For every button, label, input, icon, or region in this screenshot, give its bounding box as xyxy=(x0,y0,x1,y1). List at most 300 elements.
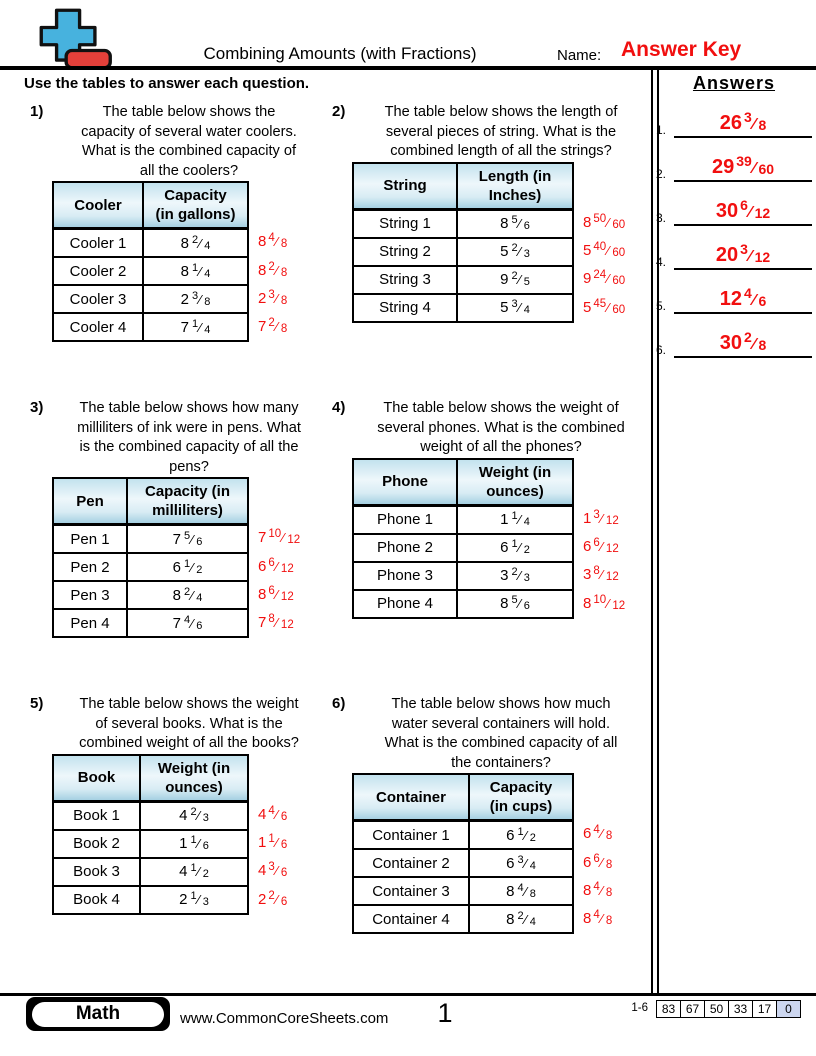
worked-answer xyxy=(258,886,287,914)
fraction-denominator: 4 xyxy=(204,267,211,280)
answer-value xyxy=(715,241,771,266)
fraction-slash: ⁄ xyxy=(518,512,521,527)
answer-line xyxy=(674,153,812,182)
row-label: Pen 4 xyxy=(53,609,127,637)
fraction-denominator: 6 xyxy=(280,839,288,852)
fraction-slash: ⁄ xyxy=(518,300,521,315)
row-value xyxy=(457,238,573,266)
fraction-slash: ⁄ xyxy=(199,235,202,251)
fraction-denominator: 8 xyxy=(280,294,288,307)
fraction-denominator: 6 xyxy=(196,535,203,548)
fraction-denominator: 12 xyxy=(754,205,771,221)
score-row xyxy=(656,1000,801,1018)
fraction-slash: ⁄ xyxy=(197,808,200,823)
column-header: Capacity (in cups) xyxy=(469,774,573,821)
answer-value xyxy=(719,329,767,354)
row-value xyxy=(457,294,573,322)
table-row xyxy=(53,801,248,830)
question-line: pens? xyxy=(169,458,209,475)
question-line: What is the combined capacity of all xyxy=(384,735,618,751)
fraction-denominator: 2 xyxy=(196,563,203,576)
question-line: The table below shows the xyxy=(102,104,276,120)
worked-answer xyxy=(583,820,612,848)
fraction-denominator: 6 xyxy=(280,895,288,908)
fraction-numerator: 3 xyxy=(740,241,748,257)
problem-question xyxy=(62,695,316,754)
fraction-slash: ⁄ xyxy=(607,243,610,259)
question-line: What is the combined capacity of xyxy=(81,143,297,159)
fraction-numerator: 6 xyxy=(593,852,600,865)
fraction-whole: 7 xyxy=(258,318,267,336)
data-table xyxy=(352,162,574,323)
fraction-numerator: 4 xyxy=(517,881,524,894)
fraction-slash: ⁄ xyxy=(191,559,194,575)
problem-question xyxy=(358,103,644,162)
fraction-slash: ⁄ xyxy=(197,892,200,907)
problem-question xyxy=(358,399,644,458)
fraction-numerator: 50 xyxy=(593,212,607,225)
fraction-numerator: 2 xyxy=(511,270,518,282)
fraction-slash: ⁄ xyxy=(600,911,603,927)
row-label: Cooler 4 xyxy=(53,313,143,341)
fraction-numerator: 45 xyxy=(593,297,607,310)
fraction-whole: 6 xyxy=(258,557,267,575)
row-value xyxy=(140,886,248,914)
row-label: Pen 1 xyxy=(53,525,127,554)
row-label: Book 2 xyxy=(53,830,140,858)
fraction-whole: 2 xyxy=(258,890,267,908)
table-row xyxy=(353,590,573,618)
table-row xyxy=(353,209,573,238)
fraction-numerator: 5 xyxy=(511,214,518,226)
table-row xyxy=(53,525,248,554)
fraction xyxy=(179,807,209,824)
question-line: The table below shows the weight of xyxy=(383,400,619,416)
fraction-whole: 1 xyxy=(258,834,267,852)
score-box: 17 xyxy=(752,1000,777,1018)
fraction xyxy=(181,319,211,336)
fraction-whole: 1 xyxy=(179,835,188,852)
fraction-slash: ⁄ xyxy=(600,882,603,898)
fraction-numerator: 3 xyxy=(511,298,518,310)
row-label: Phone 4 xyxy=(353,590,457,618)
fraction-whole: 30 xyxy=(719,332,742,354)
fraction-slash: ⁄ xyxy=(600,567,603,583)
fraction-whole: 7 xyxy=(258,529,267,547)
answer-item xyxy=(656,270,812,314)
worked-answer xyxy=(583,905,612,933)
fraction xyxy=(583,566,619,584)
fraction-denominator: 8 xyxy=(280,323,288,336)
fraction-slash: ⁄ xyxy=(607,299,610,315)
answer-number: 4. xyxy=(656,255,667,269)
table-row xyxy=(353,562,573,590)
row-value xyxy=(469,821,573,850)
row-label: Phone 2 xyxy=(353,534,457,562)
fraction-slash: ⁄ xyxy=(518,244,521,259)
row-label: Cooler 1 xyxy=(53,229,143,258)
worked-answer xyxy=(583,848,612,876)
page-title: Combining Amounts (with Fractions) xyxy=(203,44,477,63)
question-line: is the combined capacity of all the xyxy=(79,439,299,455)
fraction xyxy=(173,559,203,576)
fraction-numerator: 8 xyxy=(268,613,275,626)
problem-4 xyxy=(326,396,650,619)
fraction-slash: ⁄ xyxy=(524,827,527,843)
question-line: The table below shows how much xyxy=(391,696,611,712)
question-line: several pieces of string. What is the xyxy=(385,123,617,140)
answer-key-text: Answer Key xyxy=(621,38,742,61)
score-box: 83 xyxy=(656,1000,681,1018)
fraction-slash: ⁄ xyxy=(197,836,200,851)
table-row xyxy=(53,229,248,258)
column-header: Length (in Inches) xyxy=(457,163,573,210)
question-line: The table below shows how many xyxy=(79,400,299,416)
fraction-denominator: 4 xyxy=(204,239,211,252)
fraction-denominator: 4 xyxy=(196,591,203,604)
fraction-whole: 7 xyxy=(172,614,181,632)
fraction xyxy=(258,862,287,880)
column-header: Pen xyxy=(53,478,127,525)
fraction-numerator: 2 xyxy=(191,233,199,246)
data-table xyxy=(352,458,574,619)
column-header: Weight (in ounces) xyxy=(140,755,248,802)
table-row xyxy=(53,830,248,858)
fraction-whole: 6 xyxy=(506,826,515,844)
table-row xyxy=(53,858,248,886)
problem-6 xyxy=(326,692,650,934)
table-row xyxy=(53,313,248,341)
problem-number: 4) xyxy=(332,399,346,416)
fraction xyxy=(258,318,287,336)
fraction xyxy=(258,558,294,576)
data-table xyxy=(52,181,249,342)
question-line: several phones. What is the combined xyxy=(377,419,625,436)
fraction-whole: 9 xyxy=(500,271,509,288)
fraction-slash: ⁄ xyxy=(275,234,278,250)
fraction-denominator: 8 xyxy=(529,887,536,900)
fraction-denominator: 12 xyxy=(754,249,771,265)
fraction-numerator: 4 xyxy=(268,804,275,817)
question-line: of several books. What is the xyxy=(95,715,283,732)
fraction-numerator: 6 xyxy=(268,584,275,597)
worked-answer xyxy=(258,829,287,857)
fraction-slash: ⁄ xyxy=(607,271,610,287)
worked-answer xyxy=(258,581,300,609)
fraction xyxy=(506,883,536,900)
fraction-denominator: 6 xyxy=(280,867,288,880)
question-line: The table below shows the weight xyxy=(79,696,299,712)
fraction xyxy=(258,262,287,280)
footer-divider xyxy=(0,993,816,996)
worked-answer xyxy=(583,209,625,237)
fraction-slash: ⁄ xyxy=(518,596,521,611)
fraction xyxy=(500,539,530,556)
fraction-whole: 30 xyxy=(715,200,739,222)
problem-number: 3) xyxy=(30,399,44,416)
row-value xyxy=(127,525,248,554)
table-row xyxy=(53,581,248,609)
fraction-whole: 6 xyxy=(500,539,509,556)
fraction-denominator: 4 xyxy=(204,323,211,336)
fraction-whole: 5 xyxy=(500,243,509,260)
fraction-slash: ⁄ xyxy=(524,855,527,871)
fraction-numerator: 1 xyxy=(183,557,191,570)
fraction-denominator: 12 xyxy=(280,619,294,632)
fraction-slash: ⁄ xyxy=(607,595,610,611)
fraction-slash: ⁄ xyxy=(600,854,603,870)
worked-answer xyxy=(583,533,625,561)
problem-number: 6) xyxy=(332,695,346,712)
fraction-numerator: 3 xyxy=(743,109,752,125)
problem-number: 2) xyxy=(332,103,346,120)
answer-number: 1. xyxy=(656,123,667,137)
fraction-denominator: 12 xyxy=(280,562,294,575)
fraction-denominator: 6 xyxy=(280,810,288,823)
fraction-slash: ⁄ xyxy=(275,863,278,879)
table-row xyxy=(53,285,248,313)
answer-item xyxy=(656,182,812,226)
fraction-denominator: 8 xyxy=(758,117,767,133)
fraction-numerator: 40 xyxy=(593,241,607,254)
fraction-denominator: 6 xyxy=(758,293,767,309)
fraction xyxy=(506,827,536,844)
fraction-numerator: 4 xyxy=(268,232,275,245)
problem-question xyxy=(62,399,316,477)
fraction xyxy=(500,215,530,232)
fraction xyxy=(258,806,287,824)
worked-answer xyxy=(583,561,625,589)
fraction-whole: 8 xyxy=(180,262,189,280)
fraction-denominator: 8 xyxy=(605,858,613,871)
fraction xyxy=(506,855,536,872)
fraction-whole: 4 xyxy=(258,862,267,880)
fraction-slash: ⁄ xyxy=(748,248,752,265)
fraction-whole: 12 xyxy=(719,288,742,310)
fraction-denominator: 8 xyxy=(605,915,613,928)
table-row xyxy=(53,553,248,581)
fraction-denominator: 60 xyxy=(612,218,626,231)
fraction-slash: ⁄ xyxy=(275,806,278,822)
data-table xyxy=(52,477,249,638)
fraction-numerator: 39 xyxy=(736,153,752,169)
question-line: milliliters of ink were in pens. What xyxy=(77,419,301,436)
question-line: all the coolers? xyxy=(139,162,239,179)
fraction-numerator: 10 xyxy=(268,528,282,541)
fraction-numerator: 6 xyxy=(740,197,748,213)
column-header: Capacity (in milliliters) xyxy=(127,478,248,525)
score-box: 0 xyxy=(776,1000,801,1018)
table-row xyxy=(353,821,573,850)
fraction-denominator: 60 xyxy=(758,161,775,177)
fraction-numerator: 2 xyxy=(511,566,518,578)
fraction xyxy=(173,615,203,632)
fraction-whole: 8 xyxy=(506,882,515,900)
math-badge xyxy=(26,997,170,1031)
question-line: combined weight of all the books? xyxy=(79,735,299,751)
row-label: String 4 xyxy=(353,294,457,322)
fraction-denominator: 3 xyxy=(202,812,209,824)
fraction-whole: 8 xyxy=(172,586,181,604)
fraction-numerator: 3 xyxy=(517,853,524,866)
row-value xyxy=(457,209,573,238)
fraction-numerator: 3 xyxy=(593,508,600,521)
fraction-whole: 4 xyxy=(258,805,267,823)
fraction-slash: ⁄ xyxy=(275,615,278,631)
row-value xyxy=(127,581,248,609)
fraction-numerator: 2 xyxy=(183,585,191,598)
fraction-slash: ⁄ xyxy=(524,883,527,899)
worked-answer xyxy=(583,877,612,905)
fraction-whole: 8 xyxy=(583,910,592,928)
fraction-numerator: 1 xyxy=(191,261,199,274)
fraction xyxy=(506,911,536,928)
fraction-slash: ⁄ xyxy=(275,586,278,602)
worked-answers xyxy=(258,228,287,342)
fraction-numerator: 2 xyxy=(190,806,197,818)
fraction-numerator: 24 xyxy=(593,269,607,282)
fraction-numerator: 1 xyxy=(511,538,518,550)
table-row xyxy=(353,505,573,534)
fraction xyxy=(258,529,300,547)
fraction-slash: ⁄ xyxy=(600,539,603,555)
column-header: Container xyxy=(353,774,469,821)
fraction-whole: 4 xyxy=(179,807,188,824)
data-table xyxy=(352,773,574,934)
worked-answer xyxy=(258,552,300,580)
worked-answer xyxy=(583,590,625,618)
worked-answer xyxy=(258,256,287,284)
column-header: Weight (in ounces) xyxy=(457,459,573,506)
question-line: water several containers will hold. xyxy=(391,715,611,732)
fraction-numerator: 5 xyxy=(183,529,191,542)
fraction-whole: 6 xyxy=(583,538,592,556)
table-row xyxy=(53,257,248,285)
problem-5 xyxy=(24,692,324,915)
table-row xyxy=(353,905,573,933)
fraction-whole: 8 xyxy=(258,585,267,603)
problem-number: 1) xyxy=(30,103,44,120)
fraction-slash: ⁄ xyxy=(275,262,278,278)
math-badge-label: Math xyxy=(32,1002,164,1027)
row-label: String 2 xyxy=(353,238,457,266)
fraction-slash: ⁄ xyxy=(524,911,527,927)
fraction xyxy=(500,271,530,288)
fraction-denominator: 3 xyxy=(523,248,530,260)
data-table xyxy=(52,754,249,915)
worked-answer xyxy=(583,237,625,265)
fraction-denominator: 2 xyxy=(529,831,536,844)
column-header: String xyxy=(353,163,457,210)
answer-line xyxy=(674,285,812,314)
fraction-denominator: 2 xyxy=(202,868,209,880)
fraction xyxy=(500,595,530,612)
fraction-whole: 7 xyxy=(180,318,189,336)
fraction-whole: 5 xyxy=(583,298,592,316)
fraction-numerator: 1 xyxy=(517,825,524,838)
fraction-slash: ⁄ xyxy=(275,290,278,306)
fraction-denominator: 60 xyxy=(612,247,626,260)
question-line: combined length of all the strings? xyxy=(390,143,612,159)
fraction-numerator: 4 xyxy=(593,824,600,837)
fraction-numerator: 1 xyxy=(191,317,199,330)
fraction xyxy=(583,538,619,556)
fraction-whole: 2 xyxy=(180,290,189,308)
fraction xyxy=(179,891,209,908)
problem-1 xyxy=(24,100,324,342)
fraction-denominator: 6 xyxy=(523,600,530,612)
problem-question xyxy=(358,695,644,773)
fraction xyxy=(258,233,287,251)
fraction-numerator: 2 xyxy=(268,889,275,902)
column-header: Book xyxy=(53,755,140,802)
fraction xyxy=(258,290,287,308)
fraction xyxy=(181,235,211,252)
row-label: Pen 3 xyxy=(53,581,127,609)
page-number: 1 xyxy=(437,998,453,1028)
row-label: Cooler 3 xyxy=(53,285,143,313)
answer-line xyxy=(674,241,812,270)
table-row xyxy=(353,849,573,877)
fraction-whole: 2 xyxy=(179,891,188,908)
fraction-denominator: 4 xyxy=(529,859,536,872)
row-label: String 3 xyxy=(353,266,457,294)
table-row xyxy=(353,238,573,266)
fraction-slash: ⁄ xyxy=(199,319,202,335)
fraction-whole: 6 xyxy=(506,854,515,872)
fraction-slash: ⁄ xyxy=(752,160,756,177)
fraction xyxy=(583,910,612,928)
column-header: Capacity (in gallons) xyxy=(143,182,248,229)
answer-item xyxy=(656,314,812,358)
fraction-denominator: 4 xyxy=(523,304,530,316)
fraction-slash: ⁄ xyxy=(752,336,756,353)
row-label: Phone 3 xyxy=(353,562,457,590)
fraction-slash: ⁄ xyxy=(518,272,521,287)
fraction-numerator: 2 xyxy=(268,260,275,273)
fraction-slash: ⁄ xyxy=(752,116,756,133)
header-divider xyxy=(0,66,816,70)
answer-value xyxy=(719,109,767,134)
problem-question xyxy=(62,103,316,181)
fraction-whole: 5 xyxy=(583,242,592,260)
answer-item xyxy=(656,226,812,270)
fraction-whole: 3 xyxy=(583,566,592,584)
row-value xyxy=(127,553,248,581)
fraction-whole: 5 xyxy=(500,299,509,316)
fraction-numerator: 4 xyxy=(183,613,191,626)
fraction xyxy=(500,567,530,584)
fraction-whole: 8 xyxy=(258,233,267,251)
row-value xyxy=(140,830,248,858)
fraction-numerator: 1 xyxy=(190,890,197,902)
fraction-denominator: 4 xyxy=(523,516,530,528)
worked-answer xyxy=(258,285,287,313)
worked-answer xyxy=(583,265,625,293)
answer-number: 3. xyxy=(656,211,667,225)
row-value xyxy=(469,877,573,905)
worked-answers xyxy=(258,801,287,915)
fraction-whole: 8 xyxy=(583,881,592,899)
table-row xyxy=(353,534,573,562)
answer-value xyxy=(711,153,775,178)
row-value xyxy=(457,266,573,294)
fraction-denominator: 8 xyxy=(605,886,613,899)
fraction-whole: 8 xyxy=(500,595,509,612)
fraction xyxy=(181,291,211,308)
fraction-denominator: 3 xyxy=(202,896,209,908)
fraction-numerator: 5 xyxy=(511,594,518,606)
